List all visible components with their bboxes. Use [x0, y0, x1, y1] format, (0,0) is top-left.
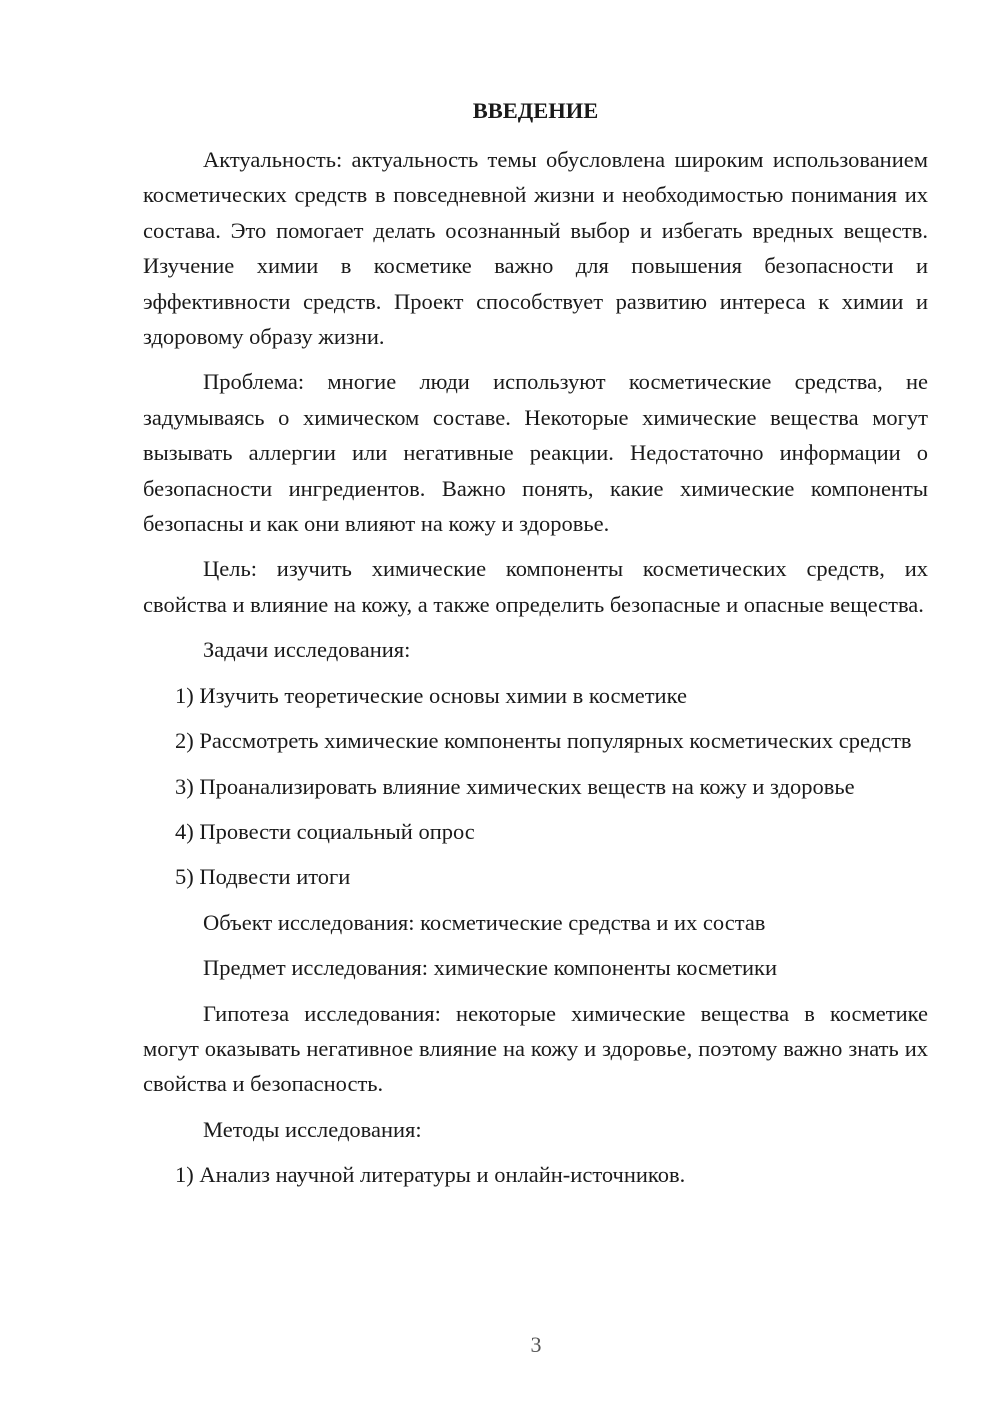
task-item-5: 5) Подвести итоги	[175, 864, 351, 890]
task-item-4: 4) Провести социальный опрос	[175, 818, 475, 844]
task-item-1: 1) Изучить теоретические основы химии в косметике	[175, 682, 687, 708]
page-content	[143, 96, 928, 1203]
task-item-3: 3) Проанализировать влияние химических веществ на кожу и здоровье	[175, 773, 855, 799]
page-number: 3	[530, 1332, 542, 1357]
research-hypothesis: Гипотеза исследования: некоторые химические вещества в косметике могут оказывать негативное влияние на кожу и здоровье, поэтому важно знать их свойства и безопасность.	[143, 1000, 928, 1097]
page-title: ВВЕДЕНИЕ	[472, 98, 599, 123]
task-item-2: 2) Рассмотреть химические компоненты популярных косметических средств	[175, 728, 912, 754]
research-object: Объект исследования: косметические средства и их состав	[203, 909, 766, 935]
paragraph-goal: Цель: изучить химические компоненты косметических средств, их свойства и влияние на кожу, а также определить безопасные и опасные вещества.	[143, 556, 928, 617]
paragraph-relevance: Актуальность: актуальность темы обусловлена широким использованием косметических средств в повседневной жизни и необходимостью понимания их состава. Это помогает делать осознанный выбор и избегать вредных веществ. Изучение химии в косметике важно для повышения безопасности и эффективности средств. Проект способствует развитию интереса к химии и здоровому образу жизни.	[143, 147, 928, 350]
research-subject: Предмет исследования: химические компоненты косметики	[203, 955, 778, 981]
methods-heading: Методы исследования:	[203, 1116, 422, 1142]
tasks-heading: Задачи исследования:	[203, 637, 411, 663]
method-item-1: 1) Анализ научной литературы и онлайн-источников.	[175, 1162, 686, 1188]
paragraph-problem: Проблема: многие люди используют косметические средства, не задумываясь о химическом составе. Некоторые химические вещества могут вызывать аллергии или негативные реакции. Недостаточно информации о безопасности ингредиентов. Важно понять, какие химические компоненты безопасны и как они влияют на кожу и здоровье.	[143, 369, 928, 537]
